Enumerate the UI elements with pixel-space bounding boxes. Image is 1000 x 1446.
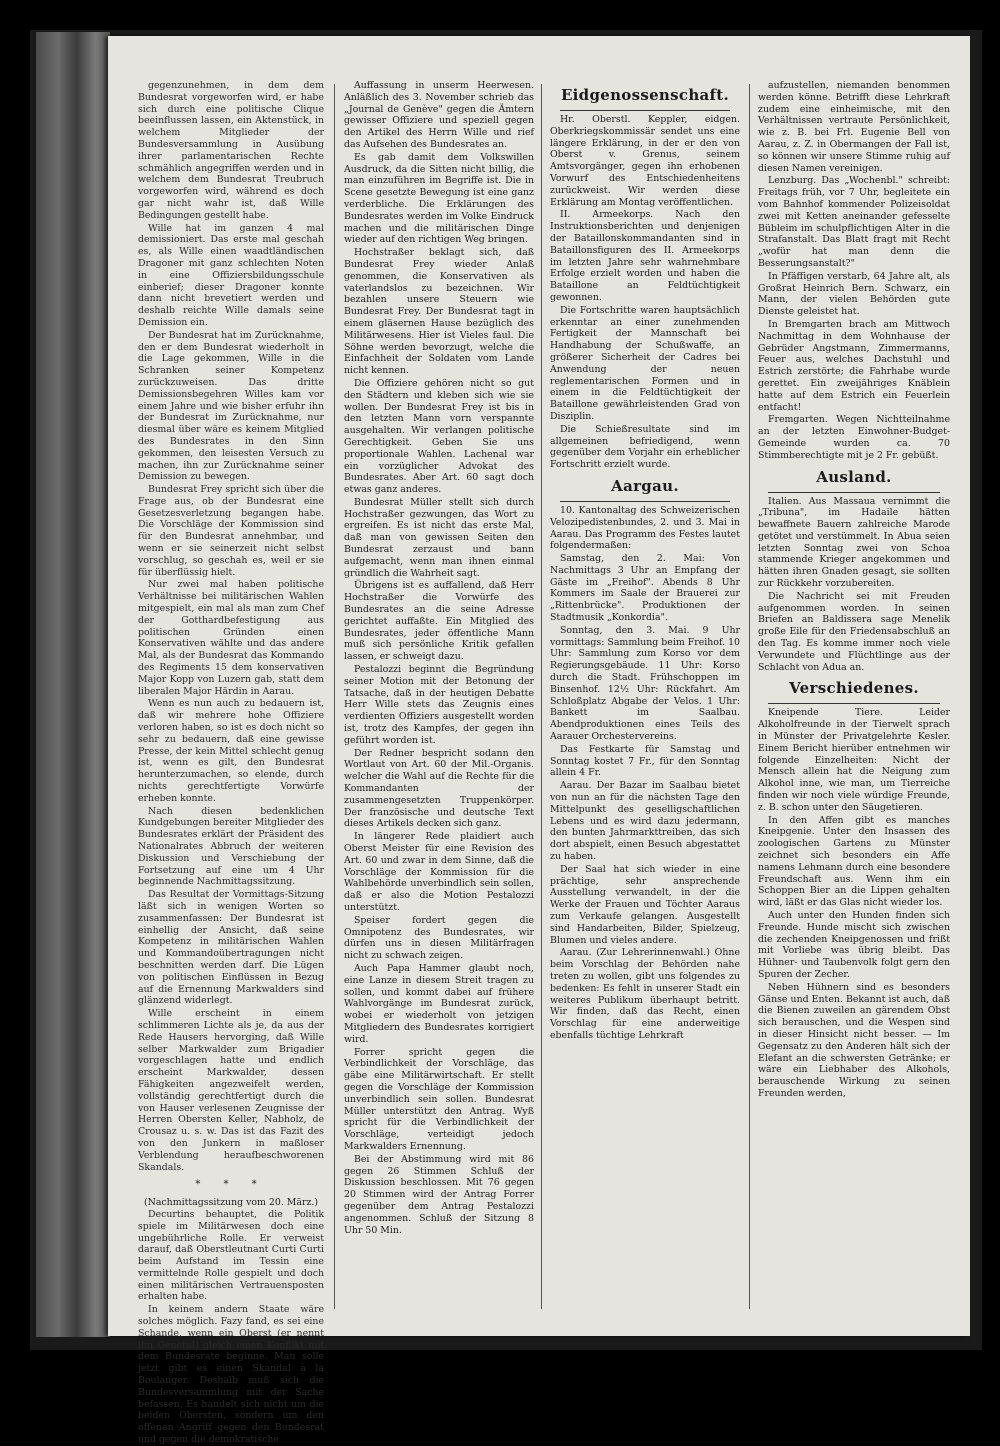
paragraph: Das Resultat der Vormittags-Sitzung läßt sich in wenigen Worten so zusammenfassen: Der Bundesrat ist einhellig der Ansicht, daß seine Kompetenz in militärischen Wahlen und Kommandoübertragungen nicht beschnitten werden darf. Die Lügen von politischen Einflüssen in Bezug auf die Ernennung Markwalders sind glänzend widerlegt.: [138, 889, 324, 1007]
section-heading-aargau: Aargau.: [611, 476, 679, 495]
paragraph: Hr. Oberstl. Keppler, eidgen. Oberkriegskommissär sendet uns eine längere Erklärung, in der er den von Oberst v. Grenus, seinem Amtsvorgänger, gegen ihn erhobenen Vorwurf des Entschiedenheitens zurückweist. Wir werden diese Erklärung am Montag veröffentlichen.: [550, 114, 740, 208]
column-rule: [334, 84, 335, 1309]
paragraph: Die Offiziere gehören nicht so gut den Städtern und kleben sich wie sie wollen. Der Bundesrat Frey ist bis in den letzten Mann vorn verspannte ausgehalten. Wir verlangen politische Gerechtigkeit. Geben Sie uns proportionale Wahlen. Lachenal war ein vorzüglicher Advokat des Bundesrates. Aber Art. 60 sagt doch etwas ganz anderes.: [344, 377, 534, 496]
paragraph: Wille hat im ganzen 4 mal demissioniert. Das erste mal geschah es, als Wille einen waadtländischen Dragoner mit ganz schlechten Noten in eine Offiziersbildungsschule einberief; dieser Dragoner konnte dann nicht brevetiert werden und deshalb reichte Wille damals seine Demission ein.: [138, 222, 324, 328]
paragraph: Wille erscheint in einem schlimmeren Lichte als je, da aus der Rede Hausers hervorging, daß Wille selber Markwalder zum Brigadier vorgeschlagen hatte und endlich erscheint Markwalder, dessen Fähigkeiten angezweifelt werden, vollständig gerechtfertigt durch die von Hauser verlesenen Zeugnisse der Herren Obersten Keller, Nabholz, de Crousaz u. s. w. Das ist das Fazit des von den Junkern in maßloser Verblendung heraufbeschworenen Skandals.: [138, 1008, 324, 1173]
paragraph: Aarau. (Zur Lehrerinnenwahl.) Ohne beim Vorschlag der Behörden nahe treten zu wollen, gibt uns folgendes zu bedenken: Es fehlt in unserer Stadt ein weiteres Publikum überhaupt betritt. Wir finden, daß das Recht, einen Vorschlag für eine anderweitige ebenfalls tüchtige Lehrkraft: [550, 947, 740, 1041]
paragraph: Pestalozzi beginnt die Begründung seiner Motion mit der Betonung der Tatsache, daß in der heutigen Debatte Herr Wille stets das Zeugnis eines verdienten Offiziers ausgestellt worden ist, trotz des Kampfes, der gegen ihn geführt worden ist.: [344, 664, 534, 746]
paragraph: Bundesrat Frey spricht sich über die Frage aus, ob der Bundesrat eine Gesetzesverletzung begangen habe. Die Vorschläge der Kommission sind für den Bundesrat annehmbar, und wenn er sie seinerzeit nicht selbst vorschlug, so geschah es, weil er sie für überflüssig hielt.: [138, 484, 324, 578]
paragraph: Auch Papa Hammer glaubt noch, eine Lanze in diesem Streit tragen zu sollen, und kommt dabei auf frühere Wahlvorgänge im Bundesrat zurück, wobei er wiederholt von jetzigen Mitgliedern des Bundesrates korrigiert wird.: [344, 962, 534, 1045]
paragraph: II. Armeekorps. Nach den Instruktionsberichten und denjenigen der Bataillonskommandanten sind in Bataillonsfiguren des II. Armeekorps im letzten Jahre sehr wahrnehmbare Erfolge erzielt worden und haben die Bataillone an Feldtüchtigkeit gewonnen.: [550, 209, 740, 303]
paragraph: Die Fortschritte waren hauptsächlich erkenntar an einer zunehmenden Fertigkeit der Mannschaft bei Handhabung der Schußwaffe, an größerer Sicherheit der Cadres bei Anwendung der neuen reglementarischen Formen und in einem in die Feldtüchtigkeit der Bataillone gewährleistenden Grad von Disziplin.: [550, 304, 740, 422]
column-2: [344, 80, 534, 1310]
paragraph: Bei der Abstimmung wird mit 86 gegen 26 Stimmen Schluß der Diskussion beschlossen. Mit 76 gegen 20 Stimmen wird der Antrag Forrer gegenüber dem Antrag Pestalozzi angenommen. Schluß der Sitzung 8 Uhr 50 Min.: [344, 1153, 534, 1236]
paragraph: Kneipende Tiere. Leider Alkoholfreunde in der Tierwelt sprach in Münster der Privatgelehrte Kesler. Einem Bericht hierüber entnehmen wir folgende Einzelheiten: Nicht der Mensch allein hat die Neigung zum Alkohol inne, wie man, um Tierreiche finden wir noch viele würdige Freunde, z. B. schon unter den Säugetieren.: [758, 707, 950, 813]
paragraph: Fremgarten. Wegen Nichtteilnahme an der letzten Einwohner-Budget-Gemeinde wurden ca. 70 Stimmberechtigte mit je 2 Fr. gebüßt.: [758, 414, 950, 461]
column-rule: [541, 84, 542, 1309]
paragraph: Der Redner bespricht sodann den Wortlaut von Art. 60 der Mil.-Organis. welcher die Wahl auf die Rechte für die Kommandanten der zusammengesetzten Truppenkörper. Der französische und deutsche Text dieses Artikels decken sich ganz.: [344, 747, 534, 830]
heading-rule: [560, 501, 730, 502]
paragraph: In keinem andern Staate wäre solches möglich. Fazy fand, es sei eine Schande, wenn ein Oberst (er nennt ihn General) gleich einen Konflikt mit dem Bundesrate beginne. Man solle jetzt gibt es einen Skandal à la Boulanger. Deshalb muß sich die Bundesversammlung mit der Sache befassen. Es handelt sich nicht um die beiden Obersten, sondern um den offenen Angriff gegen den Bundesrat und gegen die demokratische: [138, 1304, 324, 1446]
paragraph: In Bremgarten brach am Mittwoch Nachmittag in dem Wohnhause der Gebrüder Angstmann, Zimmermanns, Feuer aus, welches Dachstuhl und Estrich zerstörte; die Fahrhabe wurde gerettet. Ein zweijähriges Knäblein hatte auf dem Estrich ein Feuerlein entfacht!: [758, 318, 950, 413]
column-1: [138, 80, 324, 1446]
paragraph: Auffassung in unserm Heerwesen. Anläßlich des 3. November schrieb das „Journal de Genève" gegen die Ämtern gewisser Offiziere und speziell gegen den Artikel des Herrn Wille und rief das Aufsehen des Bundesrates an.: [344, 80, 534, 150]
page-stack-edge: [36, 32, 110, 1337]
paragraph: Bundesrat Müller stellt sich durch Hochstraßer gezwungen, das Wort zu ergreifen. Es ist nicht das erste Mal, daß man von gewissen Seiten den Bundesrat zerzaust und bann aufgemacht, wenn man ihnen einmal gründlich die Wahrheit sagt.: [344, 496, 534, 579]
paragraph: Die Schießresultate sind im allgemeinen befriedigend, wenn gegenüber dem Vorjahr ein erheblicher Fortschritt erzielt wurde.: [550, 423, 740, 471]
paragraph: Forrer spricht gegen die Verbindlichkeit der Vorschläge, das gäbe eine Militärwirtschaft. Er stellt gegen die Vorschläge der Kommission unverbindlich sein sollen. Bundesrat Müller unterstützt den Antrag. Wyß spricht für die Verbindlichkeit der Vorschläge, verteidigt jedoch Markwalders Ernennung.: [344, 1046, 534, 1152]
section-heading-eidgenossenschaft: Eidgenossenschaft.: [560, 86, 730, 104]
column-4: [758, 80, 950, 1310]
section-heading-ausland: Ausland.: [816, 467, 892, 486]
column-3: [550, 80, 740, 1310]
paragraph: In Pfäffigen verstarb, 64 Jahre alt, als Großrat Heinrich Bern. Schwarz, ein Mann, der vielen Behörden gute Dienste geleistet hat.: [758, 270, 950, 318]
paragraph: Die Nachricht sei mit Freuden aufgenommen worden. In seinen Briefen an Baldissera sage Menelik große Eile für den Friedensabschluß an den Tag. Es komme immer noch viele Verwundete und Flüchtlinge aus der Schlacht von Adua an.: [758, 590, 950, 673]
paragraph: Decurtins behauptet, die Politik spiele im Militärwesen doch eine ungebührliche Rolle. Er verweist darauf, daß Oberstleutnant Curti Curti beim Aufstand im Tessin eine vermittelnde Rolle gespielt und doch einen militärischen Vertrauensposten erhalten habe.: [138, 1208, 324, 1303]
paragraph: Lenzburg. Das „Wochenbl." schreibt: Freitags früh, vor 7 Uhr, begleitete ein vom Bahnhof kommender Polizeisoldat zwei mit Ketten aneinander gefesselte Bübleim im schulpflichtigen Alter in die Strafanstalt. Das Blatt fragt mit Recht „wofür hat man denn die Besserungsanstalt?": [758, 175, 950, 269]
paragraph: Italien. Aus Massaua vernimmt die „Tribuna", im Hadaile hätten bewaffnete Bauern zahlreiche Marode getötet und verstümmelt. In Abua seien letzten Sonntag zwei von Schoa stammende Krieger angekommen und hätten ihren Gnaden gesagt, sie sollten zur Rückkehr vorzubereiten.: [758, 495, 950, 590]
session-heading: (Nachmittagssitzung vom 20. März.): [143, 1197, 319, 1209]
paragraph: Wenn es nun auch zu bedauern ist, daß wir mehrere hohe Offiziere verloren haben, so ist es doch nicht so sehr zu bedauern, daß eine gewisse Presse, der kein Mittel schlecht genug ist, wenn es gilt, den Bundesrat herunterzumachen, so elende, durch nichts gerechtfertigte Vorwürfe erheben konnte.: [138, 698, 324, 804]
paragraph: Aarau. Der Bazar im Saalbau bietet von nun an für die nächsten Tage den Mittelpunkt des geselligschaftlichen Lebens und es wird dazu jedermann, den bunten Jahrmarkttreiben, das sich dort abspielt, einen Besuch abgestattet zu haben.: [550, 780, 740, 863]
paragraph: In den Affen gibt es manches Kneipgenie. Unter den Insassen des zoologischen Gartens zu Münster zeichnet sich besonders ein Affe namens Lehmann durch eine besondere Freundschaft aus. Wenn ihm ein Schoppen Bier an die Lippen gehalten wird, läßt er das Glas nicht wieder los.: [758, 814, 950, 909]
paragraph: Das Festkarte für Samstag und Sonntag kostet 7 Fr., für den Sonntag allein 4 Fr.: [550, 743, 740, 779]
newspaper-page: [108, 36, 970, 1446]
paragraph: Nur zwei mal haben politische Verhältnisse bei militärischen Wahlen mitgespielt, ein mal als man zum Chef der Gotthardbefestigung aus politischen Gründen einen Konservativen wählte und das andere Mal, als der Bundesrat das Kommando des Regiments 15 dem konservativen Major Kopp von Luzern gab, statt dem liberalen Major Härdin in Aarau.: [138, 579, 324, 697]
paragraph: Nach diesen bedenklichen Kundgebungen bereiter Mitglieder des Bundesrates erklärt der Präsident des Nationalrates Abbruch der weiteren Diskussion und Verschiebung der Fortsetzung auf eine um 4 Uhr beginnende Nachmittagssitzung.: [138, 805, 324, 888]
paragraph: In längerer Rede plaidiert auch Oberst Meister für eine Revision des Art. 60 und zwar in dem Sinne, daß die Vorschläge der Kommission für die Wahlbehörde unverbindlich sein sollen, daß er also die Motion Pestalozzi unterstützt.: [344, 831, 534, 913]
heading-rule: [768, 703, 940, 704]
heading-rule: [768, 492, 940, 493]
paragraph: Speiser fordert gegen die Omnipotenz des Bundesrates, wir dürfen uns in diesen Militärfragen nicht zu schwach zeigen.: [344, 914, 534, 962]
paragraph: Samstag, den 2. Mai: Von Nachmittags 3 Uhr an Empfang der Gäste im „Freihof". Abends 8 Uhr Kommers im Saale der Brauerei zur „Rittenbrücke". Produktionen der Stadtmusik „Konkordia".: [550, 553, 740, 624]
section-stars: * * *: [195, 1179, 267, 1191]
paragraph: Hochstraßer beklagt sich, daß Bundesrat Frey wieder Anlaß genommen, die Konservativen als vaterlandslos zu bezeichnen. Wir bezahlen unsere Steuern wie Bundesrat Frey. Der Bundesrat tagt in einem gläsernen Hause bezüglich des Militärwesens. Hier ist Vieles faul. Die Söhne werden bevorzugt, welche die Einfachheit der Soldaten vom Lande nicht kennen.: [344, 247, 534, 377]
column-rule: [749, 84, 750, 1309]
paragraph: Es gab damit dem Volkswillen Ausdruck, da die Sitten nicht billig, die man einzuführen im Begriffe ist. Die in Scene gesetzte Bewegung ist eine ganz verderbliche. Die Erklärungen des Bundesrates werden im Volke Eindruck machen und die militärischen Dinge wieder auf den richtigen Weg bringen.: [344, 151, 534, 246]
paragraph: Neben Hühnern sind es besonders Gänse und Enten. Bekannt ist auch, daß die Bienen zuweilen an gärendem Obst sich berauschen, und die Wespen sind in dieser Hinsicht nicht besser. — Im Gegensatz zu den Anderen hält sich der Elefant an die schwersten Getränke; er wäre ein Liebhaber des Alkohols, berauschende Wirkung zu seinen Freunden werden,: [758, 981, 950, 1099]
paragraph: gegenzunehmen, in dem dem Bundesrat vorgeworfen wird, er habe sich durch eine politische Clique beeinflussen lassen, ein Aktenstück, in welchem Mitglieder der Bundesversammlung in Ausübung ihrer parlamentarischen Rechte schmählich angegriffen werden und in welchem dem Bundesrat Treubruch vorgeworfen wird, während es doch gar nicht wahr ist, daß Wille Bedingungen gestellt habe.: [138, 80, 324, 221]
paragraph: Übrigens ist es auffallend, daß Herr Hochstraßer die Vorwürfe des Bundesrates an die seine Adresse gerichtet auffaßte. Ein Mitglied des Bundesrates, jeder öffentliche Mann muß sich persönliche Kritik gefallen lassen, er schweigt dazu.: [344, 580, 534, 663]
paragraph: Auch unter den Hunden finden sich Freunde. Hunde mischt sich zwischen die zechenden Kneipgenossen und frißt mit Vorliebe was übrig bleibt. Das Hühner- und Taubenvolk folgt gern den Spuren der Zecher.: [758, 910, 950, 980]
paragraph: Der Bundesrat hat im Zurücknahme, den er dem Bundesrat wiederholt in die Lage gekommen, Wille in die Schranken seiner Kompetenz zurückzuweisen. Das dritte Demissionsbegehren Willes kam vor einem Jahre und wie bisher erfuhr ihn der Bundesrat im Zurücknahme, nur diesmal über wäre es keinem Mitglied des Bundesrates in den Sinn gekommen, den leisesten Versuch zu machen, ihn zur Zurücknahme seiner Demission zu bewegen.: [138, 329, 324, 483]
heading-rule: [560, 110, 730, 111]
paragraph: Sonntag, den 3. Mai. 9 Uhr vormittags: Sammlung beim Freihof. 10 Uhr: Sammlung zum Korso vor dem Regierungsgebäude. 11 Uhr: Korso durch die Stadt. Frühschoppen im Binsenhof. 12½ Uhr: Rückfahrt. Am Schloßplatz Abgabe der Velos. 1 Uhr: Bankett im Saalbau. Abendproduktionen eines Teils des Aarauer Orchestervereins.: [550, 624, 740, 743]
paragraph: aufzustellen, niemanden benommen werden könne. Betrifft diese Lehrkraft zudem eine einheimische, mit den Verhältnissen vertraute Persönlichkeit, wie z. B. bei Frl. Eugenie Bell von Aarau, z. Z. in Obermangen der Fall ist, so können wir unsere Stimme ruhig auf diesen Namen vereinigen.: [758, 80, 950, 174]
paragraph: 10. Kantonaltag des Schweizerischen Velozipedistenbundes, 2. und 3. Mai in Aarau. Das Programm des Festes lautet folgendermaßen:: [550, 504, 740, 552]
paragraph: Der Saal hat sich wieder in eine prächtige, sehr ansprechende Ausstellung verwandelt, in der die Werke der Frauen und Töchter Aaraus zum Verkaufe gelangen. Ausgestellt sind Handarbeiten, Bilder, Spielzeug, Blumen und vieles andere.: [550, 863, 740, 946]
section-heading-verschiedenes: Verschiedenes.: [789, 679, 919, 698]
